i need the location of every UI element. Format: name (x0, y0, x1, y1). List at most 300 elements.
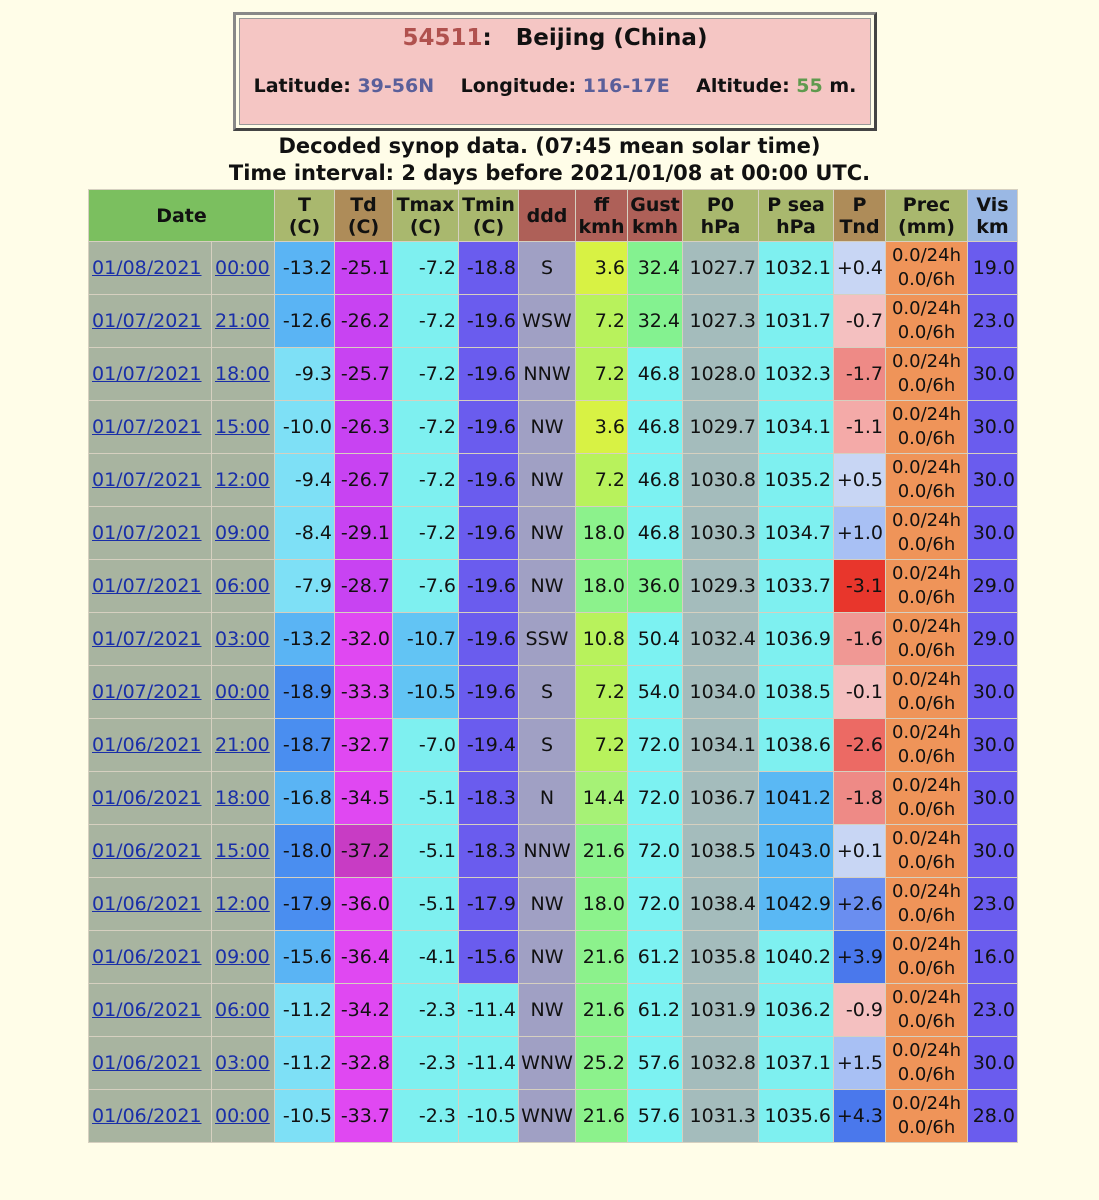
time-link[interactable]: 03:00 (215, 1052, 270, 1074)
date-cell (89, 719, 212, 772)
prec-24h-value: 0.0/24h (891, 351, 961, 372)
gust-cell: 46.8 (628, 507, 683, 560)
time-link[interactable]: 21:00 (215, 734, 270, 756)
gust-cell: 57.6 (628, 1037, 683, 1090)
table-row (89, 719, 1018, 772)
prec-24h-value: 0.0/24h (891, 1093, 961, 1114)
tmin-cell: -19.6 (459, 613, 519, 666)
gust-cell: 36.0 (628, 560, 683, 613)
t-cell: -7.9 (275, 560, 335, 613)
vis-cell: 23.0 (968, 295, 1018, 348)
td-cell: -36.0 (335, 878, 393, 931)
t-cell: -18.9 (275, 666, 335, 719)
time-cell (212, 348, 275, 401)
date-cell (89, 772, 212, 825)
t-cell: -11.2 (275, 984, 335, 1037)
time-link[interactable]: 09:00 (215, 946, 270, 968)
tmin-cell: -11.4 (459, 1037, 519, 1090)
date-link[interactable]: 01/07/2021 (92, 575, 202, 597)
psea-cell: 1035.2 (759, 454, 834, 507)
prec-6h-value: 0.0/6h (897, 322, 956, 343)
longitude-value: 116-17E (582, 75, 670, 97)
time-link[interactable]: 18:00 (215, 363, 270, 385)
psea-cell: 1033.7 (759, 560, 834, 613)
time-cell (212, 1090, 275, 1143)
gust-cell: 46.8 (628, 401, 683, 454)
prec-cell (886, 1090, 968, 1143)
header-gust-label: Gust (630, 193, 680, 216)
table-body (89, 242, 1018, 1143)
time-cell (212, 242, 275, 295)
tmin-cell: -17.9 (459, 878, 519, 931)
header-ptnd-label: P (852, 193, 867, 216)
header-tmax-label: Tmax (396, 193, 455, 216)
tmax-cell: -7.2 (393, 242, 459, 295)
prec-cell (886, 401, 968, 454)
prec-6h-value: 0.0/6h (897, 746, 956, 767)
altitude-label: Altitude: (696, 75, 790, 97)
header-gust (628, 190, 683, 242)
table-row (89, 931, 1018, 984)
header-td (335, 190, 393, 242)
td-cell: -37.2 (335, 825, 393, 878)
t-cell: -8.4 (275, 507, 335, 560)
ptnd-cell: -1.8 (834, 772, 886, 825)
ff-cell: 7.2 (576, 719, 628, 772)
ddd-cell: NW (519, 931, 576, 984)
t-cell: -10.0 (275, 401, 335, 454)
ff-cell: 7.2 (576, 666, 628, 719)
date-cell (89, 613, 212, 666)
p0-cell: 1032.4 (683, 613, 759, 666)
date-link[interactable]: 01/07/2021 (92, 681, 202, 703)
ddd-cell: NW (519, 560, 576, 613)
ptnd-cell: +1.5 (834, 1037, 886, 1090)
td-cell: -34.2 (335, 984, 393, 1037)
time-link[interactable]: 09:00 (215, 522, 270, 544)
ddd-cell: S (519, 719, 576, 772)
date-link[interactable]: 01/06/2021 (92, 999, 202, 1021)
date-link[interactable]: 01/06/2021 (92, 1052, 202, 1074)
psea-cell: 1038.6 (759, 719, 834, 772)
header-psea (759, 190, 834, 242)
prec-24h-value: 0.0/24h (891, 404, 961, 425)
header-vis (968, 190, 1018, 242)
ff-cell: 7.2 (576, 348, 628, 401)
table-row (89, 613, 1018, 666)
prec-cell (886, 666, 968, 719)
header-ff-label: ff (593, 193, 610, 216)
prec-cell (886, 242, 968, 295)
header-td-label: Td (350, 193, 377, 216)
ff-cell: 7.2 (576, 295, 628, 348)
gust-cell: 72.0 (628, 825, 683, 878)
gust-cell: 46.8 (628, 348, 683, 401)
p0-cell: 1038.4 (683, 878, 759, 931)
time-cell (212, 984, 275, 1037)
td-cell: -25.7 (335, 348, 393, 401)
gust-cell: 57.6 (628, 1090, 683, 1143)
time-cell (212, 1037, 275, 1090)
ptnd-cell: -1.1 (834, 401, 886, 454)
station-code-colon: : (482, 25, 492, 51)
psea-cell: 1032.1 (759, 242, 834, 295)
vis-cell: 30.0 (968, 348, 1018, 401)
table-row (89, 242, 1018, 295)
gust-cell: 50.4 (628, 613, 683, 666)
ff-cell: 3.6 (576, 242, 628, 295)
altitude-unit: m. (829, 75, 857, 97)
date-cell (89, 348, 212, 401)
date-link[interactable]: 01/08/2021 (92, 257, 202, 279)
date-link[interactable]: 01/07/2021 (92, 416, 202, 438)
table-row (89, 560, 1018, 613)
ddd-cell: NW (519, 878, 576, 931)
p0-cell: 1038.5 (683, 825, 759, 878)
header-date: Date (89, 190, 275, 242)
date-link[interactable]: 01/06/2021 (92, 893, 202, 915)
time-cell (212, 507, 275, 560)
prec-24h-value: 0.0/24h (891, 669, 961, 690)
td-cell: -26.2 (335, 295, 393, 348)
vis-cell: 30.0 (968, 401, 1018, 454)
header-ddd: ddd (519, 190, 576, 242)
td-cell: -32.8 (335, 1037, 393, 1090)
tmin-cell: -18.8 (459, 242, 519, 295)
table-row (89, 984, 1018, 1037)
header-psea-label: P sea (767, 193, 825, 216)
date-link[interactable]: 01/07/2021 (92, 310, 202, 332)
date-link[interactable]: 01/06/2021 (92, 734, 202, 756)
t-cell: -16.8 (275, 772, 335, 825)
td-cell: -34.5 (335, 772, 393, 825)
prec-cell (886, 560, 968, 613)
date-cell (89, 666, 212, 719)
psea-cell: 1041.2 (759, 772, 834, 825)
p0-cell: 1034.1 (683, 719, 759, 772)
ff-cell: 3.6 (576, 401, 628, 454)
time-cell (212, 666, 275, 719)
date-cell (89, 1090, 212, 1143)
ff-cell: 18.0 (576, 878, 628, 931)
prec-24h-value: 0.0/24h (891, 563, 961, 584)
tmax-cell: -7.2 (393, 401, 459, 454)
ddd-cell: WNW (519, 1037, 576, 1090)
time-link[interactable]: 15:00 (215, 840, 270, 862)
prec-24h-value: 0.0/24h (891, 934, 961, 955)
tmax-cell: -10.7 (393, 613, 459, 666)
td-cell: -26.7 (335, 454, 393, 507)
p0-cell: 1030.3 (683, 507, 759, 560)
date-cell (89, 931, 212, 984)
ddd-cell: NW (519, 401, 576, 454)
table-row (89, 454, 1018, 507)
prec-6h-value: 0.0/6h (897, 587, 956, 608)
tmin-cell: -19.6 (459, 295, 519, 348)
vis-cell: 30.0 (968, 454, 1018, 507)
ff-cell: 21.6 (576, 931, 628, 984)
altitude-value: 55 (796, 75, 823, 97)
psea-cell: 1042.9 (759, 878, 834, 931)
prec-24h-value: 0.0/24h (891, 510, 961, 531)
page-titles (0, 133, 1099, 187)
time-link[interactable]: 03:00 (215, 628, 270, 650)
time-link[interactable]: 12:00 (215, 469, 270, 491)
header-ptnd-unit: Tnd (839, 215, 880, 238)
prec-cell (886, 507, 968, 560)
ddd-cell: NW (519, 984, 576, 1037)
time-link[interactable]: 18:00 (215, 787, 270, 809)
header-prec (886, 190, 968, 242)
prec-24h-value: 0.0/24h (891, 616, 961, 637)
time-link[interactable]: 12:00 (215, 893, 270, 915)
ff-cell: 21.6 (576, 1090, 628, 1143)
header-psea-unit: hPa (776, 215, 816, 238)
psea-cell: 1036.9 (759, 613, 834, 666)
latitude-label: Latitude: (253, 75, 351, 97)
ff-cell: 10.8 (576, 613, 628, 666)
tmin-cell: -18.3 (459, 772, 519, 825)
p0-cell: 1031.9 (683, 984, 759, 1037)
page-title: Decoded synop data. (07:45 mean solar time) (278, 134, 821, 158)
t-cell: -18.7 (275, 719, 335, 772)
p0-cell: 1034.0 (683, 666, 759, 719)
prec-6h-value: 0.0/6h (897, 428, 956, 449)
psea-cell: 1037.1 (759, 1037, 834, 1090)
time-interval-title: Time interval: 2 days before 2021/01/08 at 00:00 UTC. (228, 161, 871, 185)
p0-cell: 1031.3 (683, 1090, 759, 1143)
table-row (89, 878, 1018, 931)
date-link[interactable]: 01/07/2021 (92, 522, 202, 544)
time-link[interactable]: 00:00 (215, 681, 270, 703)
ptnd-cell: +2.6 (834, 878, 886, 931)
ptnd-cell: -0.7 (834, 295, 886, 348)
table-row (89, 1090, 1018, 1143)
p0-cell: 1032.8 (683, 1037, 759, 1090)
ptnd-cell: +1.0 (834, 507, 886, 560)
prec-6h-value: 0.0/6h (897, 481, 956, 502)
psea-cell: 1036.2 (759, 984, 834, 1037)
ddd-cell: SSW (519, 613, 576, 666)
td-cell: -28.7 (335, 560, 393, 613)
tmax-cell: -2.3 (393, 1090, 459, 1143)
time-cell (212, 295, 275, 348)
ptnd-cell: -1.7 (834, 348, 886, 401)
t-cell: -13.2 (275, 242, 335, 295)
psea-cell: 1032.3 (759, 348, 834, 401)
psea-cell: 1031.7 (759, 295, 834, 348)
p0-cell: 1028.0 (683, 348, 759, 401)
ff-cell: 14.4 (576, 772, 628, 825)
time-link[interactable]: 21:00 (215, 310, 270, 332)
td-cell: -32.0 (335, 613, 393, 666)
time-link[interactable]: 06:00 (215, 575, 270, 597)
tmin-cell: -19.6 (459, 507, 519, 560)
tmax-cell: -5.1 (393, 825, 459, 878)
p0-cell: 1027.7 (683, 242, 759, 295)
header-tmax-unit: (C) (409, 215, 442, 238)
p0-cell: 1029.7 (683, 401, 759, 454)
table-row (89, 348, 1018, 401)
prec-cell (886, 348, 968, 401)
ptnd-cell: -3.1 (834, 560, 886, 613)
t-cell: -13.2 (275, 613, 335, 666)
station-info-box (233, 12, 877, 131)
t-cell: -9.3 (275, 348, 335, 401)
tmax-cell: -7.2 (393, 348, 459, 401)
ptnd-cell: +0.4 (834, 242, 886, 295)
header-tmin (459, 190, 519, 242)
table-header-row (89, 190, 1018, 242)
tmax-cell: -4.1 (393, 931, 459, 984)
prec-24h-value: 0.0/24h (891, 457, 961, 478)
ddd-cell: NNW (519, 348, 576, 401)
vis-cell: 30.0 (968, 772, 1018, 825)
prec-cell (886, 719, 968, 772)
date-cell (89, 454, 212, 507)
prec-24h-value: 0.0/24h (891, 298, 961, 319)
gust-cell: 72.0 (628, 878, 683, 931)
prec-6h-value: 0.0/6h (897, 375, 956, 396)
prec-6h-value: 0.0/6h (897, 799, 956, 820)
p0-cell: 1029.3 (683, 560, 759, 613)
ptnd-cell: -2.6 (834, 719, 886, 772)
t-cell: -10.5 (275, 1090, 335, 1143)
date-link[interactable]: 01/06/2021 (92, 840, 202, 862)
header-p0-unit: hPa (700, 215, 741, 238)
ptnd-cell: +0.5 (834, 454, 886, 507)
tmax-cell: -5.1 (393, 878, 459, 931)
date-link[interactable]: 01/07/2021 (92, 469, 202, 491)
prec-cell (886, 454, 968, 507)
time-cell (212, 878, 275, 931)
date-link[interactable]: 01/06/2021 (92, 787, 202, 809)
t-cell: -9.4 (275, 454, 335, 507)
tmax-cell: -5.1 (393, 772, 459, 825)
longitude-label: Longitude: (460, 75, 577, 97)
time-cell (212, 772, 275, 825)
tmax-cell: -2.3 (393, 1037, 459, 1090)
vis-cell: 29.0 (968, 560, 1018, 613)
psea-cell: 1040.2 (759, 931, 834, 984)
header-t-unit: (C) (288, 215, 321, 238)
gust-cell: 61.2 (628, 931, 683, 984)
station-heading (240, 19, 870, 63)
tmin-cell: -15.6 (459, 931, 519, 984)
t-cell: -17.9 (275, 878, 335, 931)
prec-cell (886, 931, 968, 984)
vis-cell: 16.0 (968, 931, 1018, 984)
psea-cell: 1034.7 (759, 507, 834, 560)
vis-cell: 29.0 (968, 613, 1018, 666)
tmax-cell: -7.6 (393, 560, 459, 613)
gust-cell: 32.4 (628, 295, 683, 348)
ptnd-cell: -0.1 (834, 666, 886, 719)
prec-24h-value: 0.0/24h (891, 775, 961, 796)
station-info-panel (239, 18, 871, 125)
p0-cell: 1030.8 (683, 454, 759, 507)
p0-cell: 1035.8 (683, 931, 759, 984)
header-prec-unit: (mm) (898, 215, 955, 238)
tmax-cell: -10.5 (393, 666, 459, 719)
header-gust-unit: kmh (632, 215, 678, 238)
time-link[interactable]: 15:00 (215, 416, 270, 438)
time-cell (212, 931, 275, 984)
prec-6h-value: 0.0/6h (897, 269, 956, 290)
prec-cell (886, 825, 968, 878)
time-cell (212, 560, 275, 613)
date-cell (89, 507, 212, 560)
prec-6h-value: 0.0/6h (897, 693, 956, 714)
time-cell (212, 719, 275, 772)
ddd-cell: WSW (519, 295, 576, 348)
header-prec-label: Prec (902, 193, 951, 216)
header-ff (576, 190, 628, 242)
station-code: 54511 (402, 25, 483, 51)
tmin-cell: -19.6 (459, 560, 519, 613)
time-link[interactable]: 06:00 (215, 999, 270, 1021)
ddd-cell: S (519, 666, 576, 719)
prec-6h-value: 0.0/6h (897, 640, 956, 661)
date-cell (89, 295, 212, 348)
p0-cell: 1036.7 (683, 772, 759, 825)
td-cell: -26.3 (335, 401, 393, 454)
ptnd-cell: -0.9 (834, 984, 886, 1037)
prec-6h-value: 0.0/6h (897, 534, 956, 555)
prec-cell (886, 878, 968, 931)
prec-cell (886, 984, 968, 1037)
time-cell (212, 825, 275, 878)
time-link[interactable]: 00:00 (215, 257, 270, 279)
prec-24h-value: 0.0/24h (891, 722, 961, 743)
prec-24h-value: 0.0/24h (891, 987, 961, 1008)
tmax-cell: -7.0 (393, 719, 459, 772)
date-link[interactable]: 01/07/2021 (92, 363, 202, 385)
table-row (89, 401, 1018, 454)
ptnd-cell: +0.1 (834, 825, 886, 878)
tmax-cell: -7.2 (393, 295, 459, 348)
vis-cell: 30.0 (968, 719, 1018, 772)
header-td-unit: (C) (347, 215, 380, 238)
time-link[interactable]: 00:00 (215, 1105, 270, 1127)
td-cell: -25.1 (335, 242, 393, 295)
station-name: Beijing (China) (515, 25, 708, 51)
date-link[interactable]: 01/07/2021 (92, 628, 202, 650)
tmin-cell: -19.6 (459, 348, 519, 401)
date-link[interactable]: 01/06/2021 (92, 946, 202, 968)
table-row (89, 825, 1018, 878)
table-row (89, 295, 1018, 348)
date-cell (89, 242, 212, 295)
ddd-cell: S (519, 242, 576, 295)
date-link[interactable]: 01/06/2021 (92, 1105, 202, 1127)
t-cell: -12.6 (275, 295, 335, 348)
ptnd-cell: -1.6 (834, 613, 886, 666)
prec-6h-value: 0.0/6h (897, 1011, 956, 1032)
prec-24h-value: 0.0/24h (891, 245, 961, 266)
ff-cell: 18.0 (576, 507, 628, 560)
td-cell: -32.7 (335, 719, 393, 772)
prec-cell (886, 613, 968, 666)
gust-cell: 54.0 (628, 666, 683, 719)
prec-6h-value: 0.0/6h (897, 1117, 956, 1138)
psea-cell: 1043.0 (759, 825, 834, 878)
tmin-cell: -10.5 (459, 1090, 519, 1143)
date-cell (89, 825, 212, 878)
td-cell: -33.3 (335, 666, 393, 719)
tmax-cell: -7.2 (393, 454, 459, 507)
time-cell (212, 401, 275, 454)
